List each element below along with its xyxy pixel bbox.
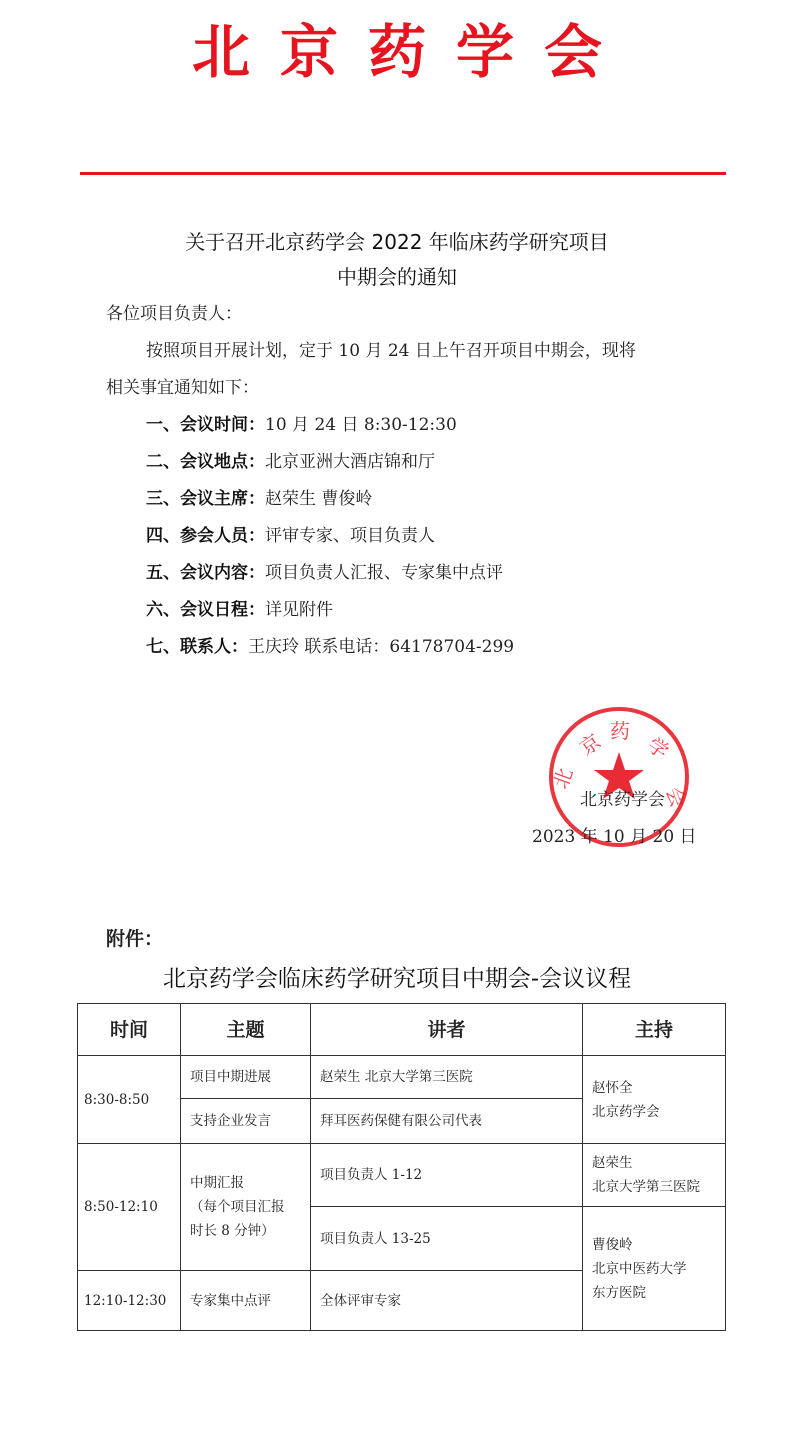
notice-item-contact xyxy=(146,635,514,659)
notice-item-content xyxy=(146,561,503,585)
item-value: 10 月 24 日 8:30-12:30 xyxy=(265,415,457,435)
speaker-cell: 赵荣生 北京大学第三医院 xyxy=(311,1056,583,1099)
speaker-cell: 项目负责人 13-25 xyxy=(311,1207,583,1271)
item-label: 一、会议时间： xyxy=(146,415,265,435)
topic-cell: 支持企业发言 xyxy=(181,1099,311,1144)
notice-item-time xyxy=(146,413,457,437)
item-label: 四、参会人员： xyxy=(146,526,265,546)
org-header-title: 北京药学会 xyxy=(191,18,632,86)
item-label: 七、联系人： xyxy=(146,637,248,657)
schedule-title: 北京药学会临床药学研究项目中期会-会议议程 xyxy=(162,966,632,992)
column-header-host: 主持 xyxy=(583,1004,726,1056)
column-header-topic: 主题 xyxy=(181,1004,311,1056)
svg-text:药: 药 xyxy=(610,719,630,743)
item-label: 六、会议日程： xyxy=(146,600,265,620)
time-cell: 12:10-12:30 xyxy=(78,1271,181,1331)
topic-cell: 中期汇报 （每个项目汇报 时长 8 分钟） xyxy=(181,1144,311,1271)
salutation: 各位项目负责人： xyxy=(106,304,242,324)
intro-line1: 按照项目开展计划，定于 10 月 24 日上午召开项目中期会，现将 xyxy=(146,341,636,361)
column-header-time: 时间 xyxy=(78,1004,181,1056)
item-value: 详见附件 xyxy=(265,600,333,620)
host-cell: 曹俊岭 北京中医药大学 东方医院 xyxy=(583,1207,726,1331)
signature-date: 2023 年 10 月 20 日 xyxy=(532,827,697,847)
svg-text:学: 学 xyxy=(643,732,674,764)
speaker-cell: 项目负责人 1-12 xyxy=(311,1144,583,1207)
svg-text:北: 北 xyxy=(548,764,578,792)
signature-org: 北京药学会 xyxy=(580,790,665,810)
item-value: 评审专家、项目负责人 xyxy=(265,526,435,546)
notice-item-chair xyxy=(146,487,372,511)
svg-text:京: 京 xyxy=(575,728,606,761)
host-cell: 赵怀全 北京药学会 xyxy=(583,1056,726,1144)
notice-title-line2: 中期会的通知 xyxy=(337,265,457,289)
svg-text:会: 会 xyxy=(661,783,691,811)
host-cell: 赵荣生 北京大学第三医院 xyxy=(583,1144,726,1207)
agenda-table xyxy=(77,1003,726,1331)
attachment-label: 附件： xyxy=(106,928,164,950)
item-label: 五、会议内容： xyxy=(146,563,265,583)
item-value: 王庆玲 联系电话：64178704-299 xyxy=(248,637,515,657)
item-label: 二、会议地点： xyxy=(146,452,265,472)
intro-line2: 相关事宜通知如下： xyxy=(106,378,259,398)
topic-cell: 项目中期进展 xyxy=(181,1056,311,1099)
time-cell: 8:30-8:50 xyxy=(78,1056,181,1144)
item-value: 北京亚洲大酒店锦和厅 xyxy=(265,452,435,472)
speaker-cell: 全体评审专家 xyxy=(311,1271,583,1331)
notice-item-venue xyxy=(146,450,435,474)
table-header-row xyxy=(78,1004,726,1056)
table-row xyxy=(78,1144,726,1207)
time-cell: 8:50-12:10 xyxy=(78,1144,181,1271)
header-divider xyxy=(80,172,726,175)
table-row xyxy=(78,1056,726,1099)
item-value: 赵荣生 曹俊岭 xyxy=(265,489,373,509)
speaker-cell: 拜耳医药保健有限公司代表 xyxy=(311,1099,583,1144)
item-label: 三、会议主席： xyxy=(146,489,265,509)
column-header-speaker: 讲者 xyxy=(311,1004,583,1056)
notice-title-line1: 关于召开北京药学会 2022 年临床药学研究项目 xyxy=(185,230,609,254)
topic-cell: 专家集中点评 xyxy=(181,1271,311,1331)
notice-item-schedule xyxy=(146,598,333,622)
item-value: 项目负责人汇报、专家集中点评 xyxy=(265,563,503,583)
notice-item-attendees xyxy=(146,524,435,548)
